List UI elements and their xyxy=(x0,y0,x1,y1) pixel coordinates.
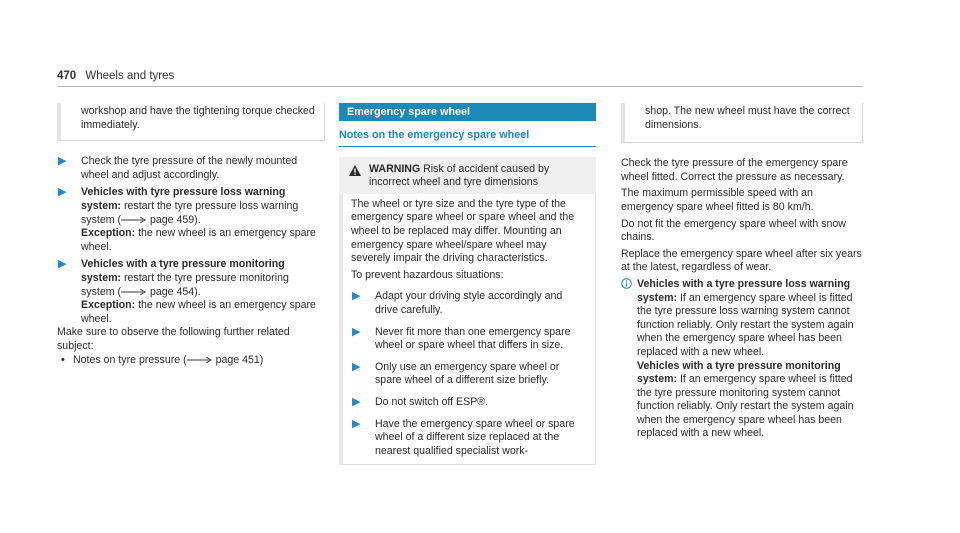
page-number: 470 xyxy=(57,70,77,82)
step-item xyxy=(351,290,587,317)
page-link-arrow-icon xyxy=(187,357,213,363)
page-link-arrow-icon xyxy=(121,289,147,295)
bullet-text: ) xyxy=(259,353,264,366)
header-divider xyxy=(57,86,863,87)
step-text: restart the tyre pressure monitoring system ( xyxy=(81,271,289,298)
warning-title: Risk of accident caused by incorrect wheel and tyre dimensions xyxy=(369,162,550,189)
continued-box xyxy=(621,103,863,143)
info-text: If an emergency spare wheel is fitted the tyre pressure monitoring system cannot function reliably. Only restart the system again when the emergency spare wheel has been replaced with a new wheel. xyxy=(637,373,854,440)
continued-text: shop. The new wheel must have the correct dimensions. xyxy=(645,105,850,131)
exception-label: Exception: xyxy=(81,227,136,240)
step-item xyxy=(351,361,587,388)
sub-header: Notes on the emergency spare wheel xyxy=(339,129,596,147)
paragraph: The maximum permissible speed with an emergency spare wheel fitted is 80 km/h. xyxy=(621,187,814,213)
paragraph: Do not fit the emergency spare wheel with snow chains. xyxy=(621,217,846,244)
step-arrow-icon: ▶ xyxy=(352,290,361,303)
bullet-item xyxy=(57,354,325,368)
page-header xyxy=(57,70,174,82)
info-note xyxy=(621,278,863,441)
step-arrow-icon: ▶ xyxy=(352,395,361,408)
step-arrow-icon: ▶ xyxy=(58,155,67,168)
step-text: Do not switch off ESP®. xyxy=(375,395,489,408)
info-text: If an emergency spare wheel is fitted the tyre pressure loss warning system cannot function reliably. Only restart the system again when the emergency spare wheel has been replaced with a new wheel. xyxy=(637,291,854,358)
step-text: Check the tyre pressure of the newly mounted wheel and adjust accordingly. xyxy=(81,155,298,181)
continued-box xyxy=(57,103,325,141)
column-right xyxy=(621,103,863,441)
warning-header xyxy=(339,157,596,194)
step-text: restart the tyre pressure loss warning system ( xyxy=(81,199,299,226)
step-arrow-icon: ▶ xyxy=(352,360,361,373)
step-text: ). xyxy=(194,285,201,298)
page-reference-link[interactable]: page 451 xyxy=(215,353,260,366)
warning-body xyxy=(339,194,596,466)
column-left xyxy=(57,103,325,367)
info-bold: Vehicles with a tyre pressure monitoring system: xyxy=(637,359,841,386)
step-arrow-icon: ▶ xyxy=(58,258,67,271)
step-arrow-icon: ▶ xyxy=(352,325,361,338)
page-reference-link[interactable]: page 454 xyxy=(149,285,195,298)
exception-label: Exception: xyxy=(81,299,136,312)
prevent-text: To prevent hazardous situations: xyxy=(351,268,504,281)
make-sure-text: Make sure to observe the following further related subject: xyxy=(57,326,290,352)
step-item xyxy=(351,418,587,459)
bullet-text: Notes on tyre pressure ( xyxy=(73,353,187,366)
exception-text: the new wheel is an emergency spare wheel. xyxy=(81,299,316,325)
paragraph: Replace the emergency spare wheel after six years at the latest, regardless of wear. xyxy=(621,247,862,274)
page-reference-link[interactable]: page 459 xyxy=(149,213,195,226)
paragraph: Check the tyre pressure of the emergency spare wheel fitted. Correct the pressure as necessary. xyxy=(621,157,848,183)
step-item xyxy=(57,258,325,326)
page-link-arrow-icon xyxy=(121,217,147,223)
step-item xyxy=(351,326,587,353)
continued-text: workshop and have the tightening torque checked immediately. xyxy=(81,105,315,131)
step-text: Only use an emergency spare wheel or spare wheel of a different size briefly. xyxy=(375,360,560,387)
step-bold: Vehicles with tyre pressure loss warning system: xyxy=(81,186,286,212)
info-icon xyxy=(621,278,632,289)
section-header: Emergency spare wheel xyxy=(339,103,596,121)
step-item xyxy=(351,396,587,410)
page-title: Wheels and tyres xyxy=(85,70,175,82)
warning-label: WARNING xyxy=(369,162,421,175)
step-bold: Vehicles with a tyre pressure monitoring system: xyxy=(81,258,285,284)
column-middle xyxy=(339,103,596,465)
info-bold: Vehicles with a tyre pressure loss warning system: xyxy=(637,277,851,304)
step-text: Have the emergency spare wheel or spare wheel of a different size replaced at the nearest qualified specialist work- xyxy=(375,417,575,457)
step-item xyxy=(57,155,325,182)
step-text: Never fit more than one emergency spare wheel or spare wheel that differs in size. xyxy=(375,325,571,352)
warning-triangle-icon xyxy=(349,165,361,176)
bullet-icon: • xyxy=(61,353,65,366)
step-item xyxy=(57,186,325,254)
step-arrow-icon: ▶ xyxy=(352,417,361,430)
step-text: Adapt your driving style accordingly and drive carefully. xyxy=(375,290,563,316)
step-text: ). xyxy=(194,213,201,226)
step-arrow-icon: ▶ xyxy=(58,186,67,199)
warning-text: The wheel or tyre size and the tyre type of the emergency spare wheel or spare wheel and the wheel to be replaced may differ. Mounting an emergency spare wheel/spare wheel may severely impair the driving characteristics. xyxy=(351,197,575,265)
exception-text: the new wheel is an emergency spare wheel. xyxy=(81,227,316,253)
